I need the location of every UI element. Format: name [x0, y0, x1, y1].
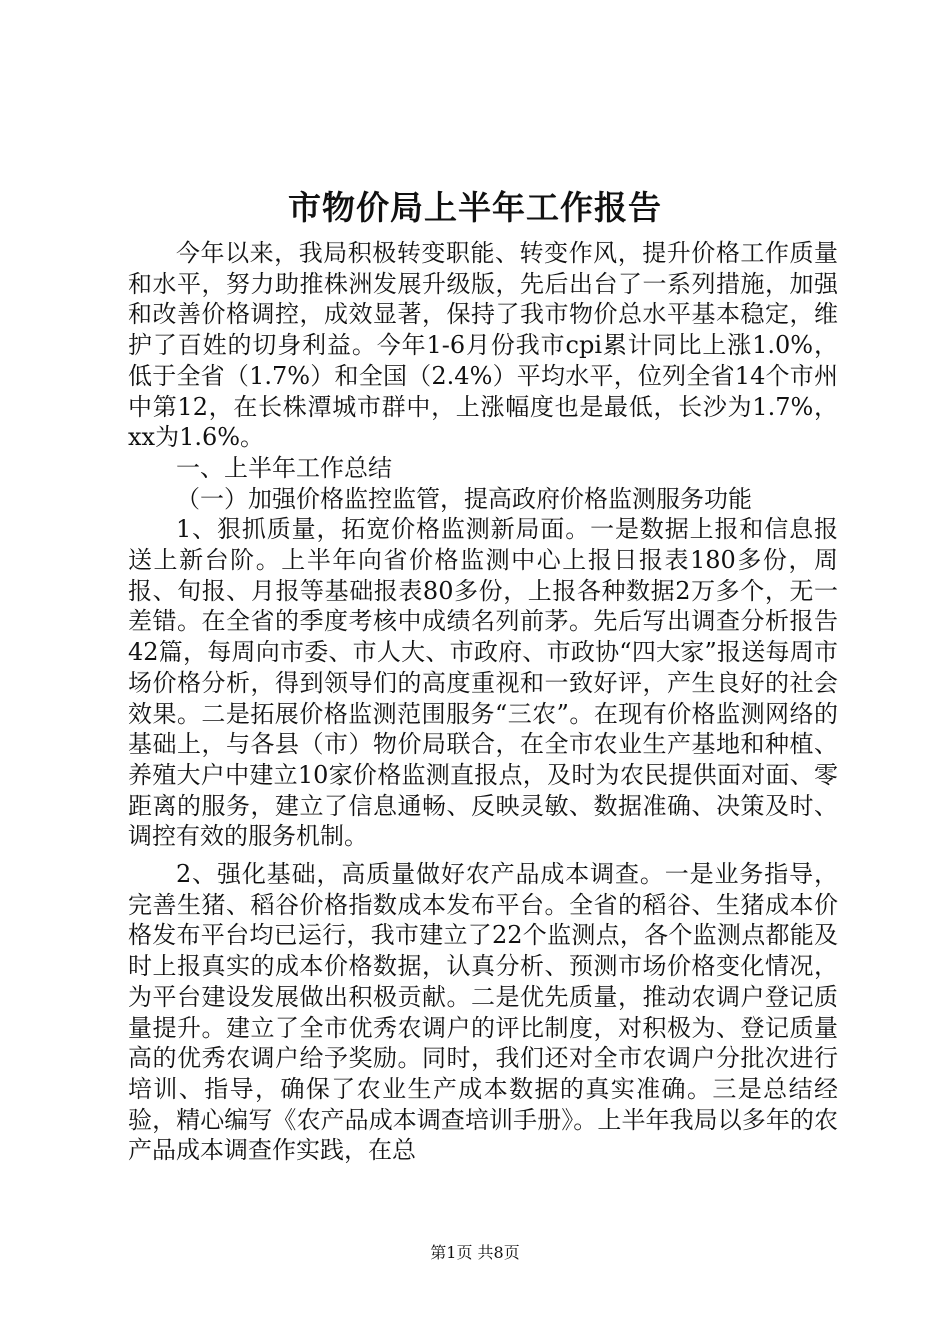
document-body	[128, 238, 838, 1166]
document-title: 市物价局上半年工作报告	[288, 188, 662, 227]
paragraph-item-1: 1、狠抓质量，拓宽价格监测新局面。一是数据上报和信息报送上新台阶。上半年向省价格监测中心上报日报表180多份，周报、旬报、月报等基础报表80多份，上报各种数据2万多个，无一差错。在全省的季度考核中成绩名列前茅。先后写出调查分析报告42篇，每周向市委、市人大、市政府、市政协“四大家”报送每周市场价格分析，得到领导们的高度重视和一致好评，产生良好的社会效果。二是拓展价格监测范围服务“三农”。在现有价格监测网络的基础上，与各县（市）物价局联合，在全市农业生产基地和种植、养殖大户中建立10家价格监测直报点，及时为农民提供面对面、零距离的服务，建立了信息通畅、反映灵敏、数据准确、决策及时、调控有效的服务机制。	[128, 515, 838, 851]
section-heading: 一、上半年工作总结	[176, 453, 392, 482]
subsection-heading: （一）加强价格监控监管，提高政府价格监测服务功能	[176, 484, 752, 513]
paragraph-intro: 今年以来，我局积极转变职能、转变作风，提升价格工作质量和水平，努力助推株洲发展升级版，先后出台了一系列措施，加强和改善价格调控，成效显著，保持了我市物价总水平基本稳定，维护了百姓的切身利益。今年1-6月份我市cpi累计同比上涨1.0%，低于全省（1.7%）和全国（2.4%）平均水平，位列全省14个市州中第12，在长株潭城市群中，上涨幅度也是最低，长沙为1.7%，xx为1.6%。	[128, 239, 838, 452]
paragraph-item-2: 2、强化基础，高质量做好农产品成本调查。一是业务指导，完善生猪、稻谷价格指数成本发布平台。全省的稻谷、生猪成本价格发布平台均已运行，我市建立了22个监测点，各个监测点都能及时上报真实的成本价格数据，认真分析、预测市场价格变化情况，为平台建设发展做出积极贡献。二是优先质量，推动农调户登记质量提升。建立了全市优秀农调户的评比制度，对积极为、登记质量高的优秀农调户给予奖励。同时，我们还对全市农调户分批次进行培训、指导，确保了农业生产成本数据的真实准确。三是总结经验，精心编写《农产品成本调查培训手册》。上半年我局以多年的农产品成本调查作实践，在总	[128, 860, 838, 1165]
page-footer: 第1页 共8页	[430, 1243, 520, 1262]
